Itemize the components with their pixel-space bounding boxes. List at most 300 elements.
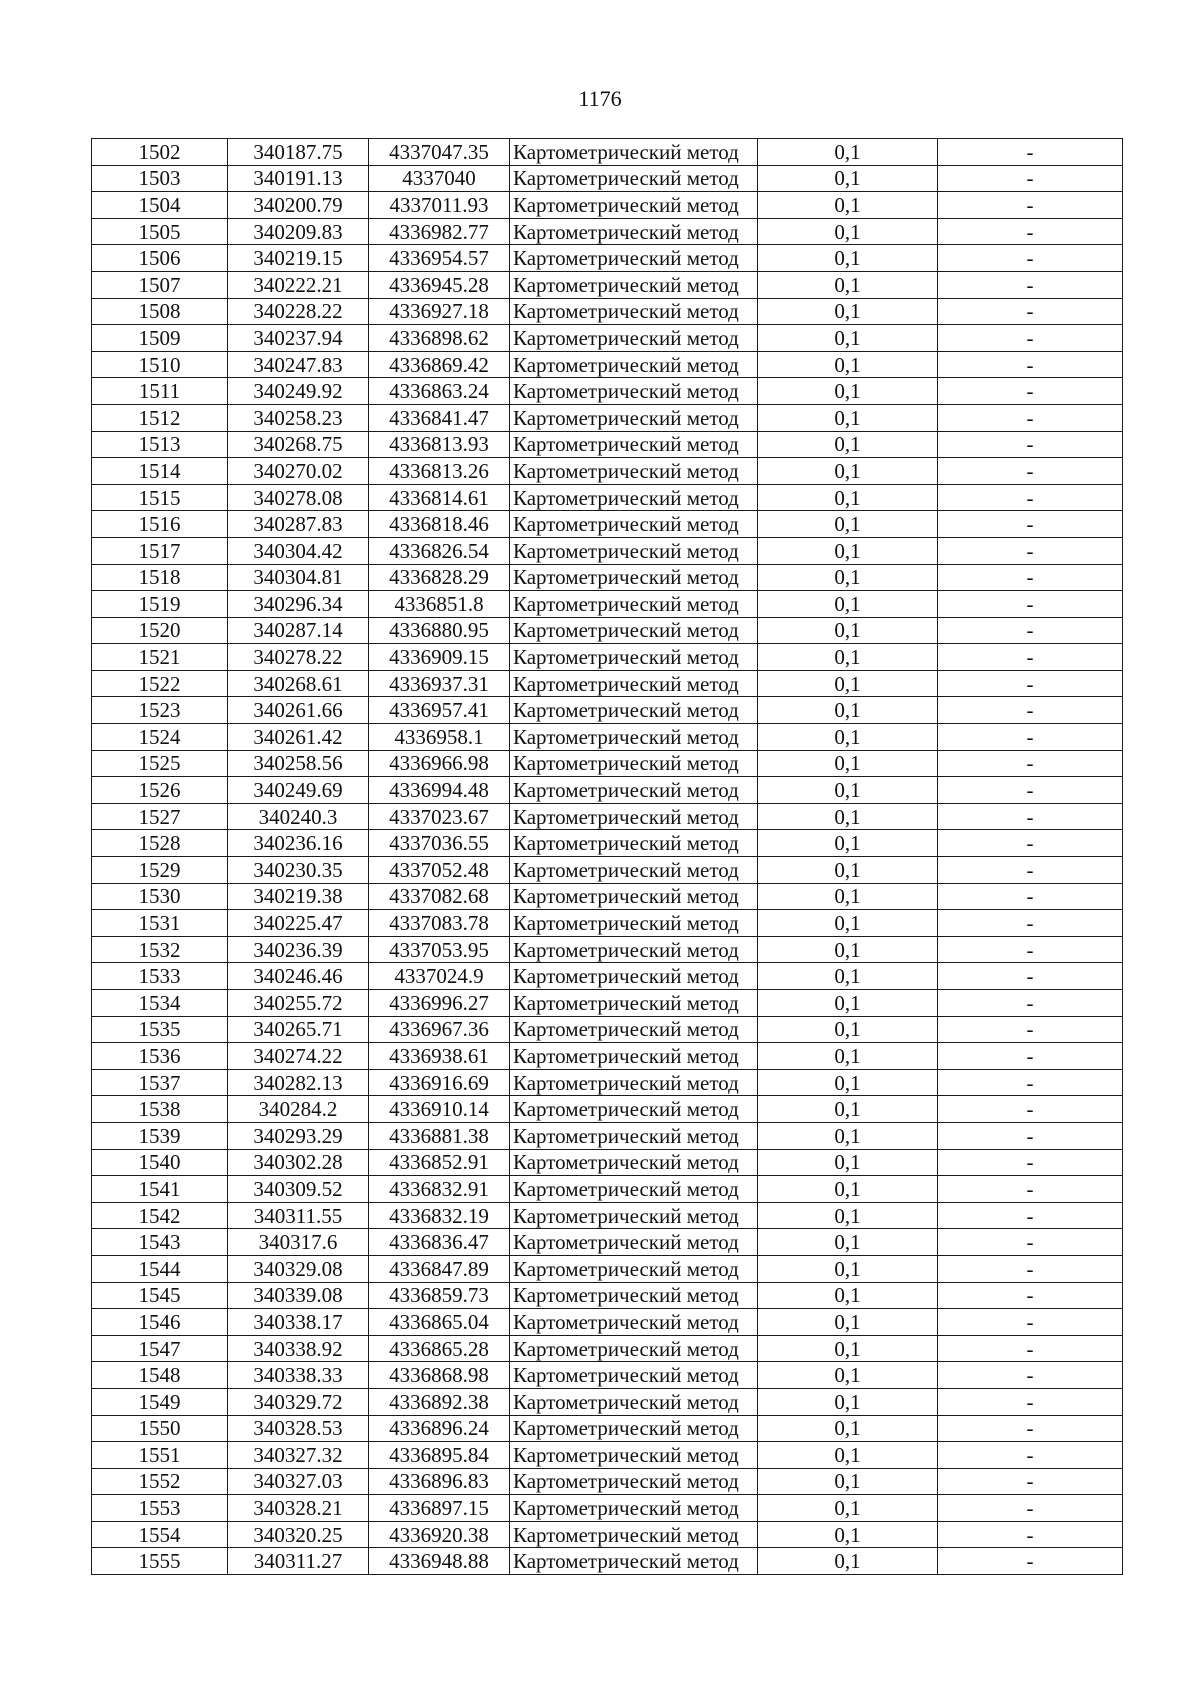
description-cell: - xyxy=(938,484,1123,511)
description-cell: - xyxy=(938,1096,1123,1123)
point-number-cell: 1536 xyxy=(92,1043,228,1070)
table-row xyxy=(92,1442,1123,1469)
method-cell: Картометрический метод xyxy=(510,1388,758,1415)
description-cell: - xyxy=(938,1043,1123,1070)
x-coordinate-cell: 340311.27 xyxy=(228,1548,369,1575)
point-number-cell: 1512 xyxy=(92,404,228,431)
table-row xyxy=(92,1521,1123,1548)
method-cell: Картометрический метод xyxy=(510,271,758,298)
method-cell: Картометрический метод xyxy=(510,1362,758,1389)
method-cell: Картометрический метод xyxy=(510,351,758,378)
y-coordinate-cell: 4336892.38 xyxy=(369,1388,510,1415)
description-cell: - xyxy=(938,325,1123,352)
y-coordinate-cell: 4337052.48 xyxy=(369,857,510,884)
x-coordinate-cell: 340230.35 xyxy=(228,857,369,884)
point-number-cell: 1545 xyxy=(92,1282,228,1309)
x-coordinate-cell: 340236.39 xyxy=(228,936,369,963)
accuracy-cell: 0,1 xyxy=(758,936,938,963)
method-cell: Картометрический метод xyxy=(510,1415,758,1442)
description-cell: - xyxy=(938,1335,1123,1362)
point-number-cell: 1543 xyxy=(92,1229,228,1256)
table-row xyxy=(92,378,1123,405)
accuracy-cell: 0,1 xyxy=(758,165,938,192)
y-coordinate-cell: 4336938.61 xyxy=(369,1043,510,1070)
x-coordinate-cell: 340249.69 xyxy=(228,777,369,804)
description-cell: - xyxy=(938,351,1123,378)
x-coordinate-cell: 340222.21 xyxy=(228,271,369,298)
point-number-cell: 1529 xyxy=(92,857,228,884)
accuracy-cell: 0,1 xyxy=(758,1415,938,1442)
x-coordinate-cell: 340293.29 xyxy=(228,1122,369,1149)
description-cell: - xyxy=(938,1202,1123,1229)
accuracy-cell: 0,1 xyxy=(758,511,938,538)
description-cell: - xyxy=(938,1282,1123,1309)
y-coordinate-cell: 4336916.69 xyxy=(369,1069,510,1096)
description-cell: - xyxy=(938,511,1123,538)
description-cell: - xyxy=(938,271,1123,298)
x-coordinate-cell: 340268.61 xyxy=(228,670,369,697)
accuracy-cell: 0,1 xyxy=(758,1335,938,1362)
y-coordinate-cell: 4336814.61 xyxy=(369,484,510,511)
accuracy-cell: 0,1 xyxy=(758,1096,938,1123)
method-cell: Картометрический метод xyxy=(510,431,758,458)
description-cell: - xyxy=(938,1255,1123,1282)
x-coordinate-cell: 340304.42 xyxy=(228,537,369,564)
method-cell: Картометрический метод xyxy=(510,591,758,618)
table-row xyxy=(92,830,1123,857)
point-number-cell: 1530 xyxy=(92,883,228,910)
accuracy-cell: 0,1 xyxy=(758,1016,938,1043)
accuracy-cell: 0,1 xyxy=(758,378,938,405)
table-row xyxy=(92,936,1123,963)
x-coordinate-cell: 340261.42 xyxy=(228,724,369,751)
table-row xyxy=(92,803,1123,830)
point-number-cell: 1521 xyxy=(92,644,228,671)
table-row xyxy=(92,1468,1123,1495)
x-coordinate-cell: 340278.22 xyxy=(228,644,369,671)
table-row xyxy=(92,1202,1123,1229)
y-coordinate-cell: 4336996.27 xyxy=(369,990,510,1017)
point-number-cell: 1553 xyxy=(92,1495,228,1522)
method-cell: Картометрический метод xyxy=(510,1309,758,1336)
description-cell: - xyxy=(938,1149,1123,1176)
point-number-cell: 1544 xyxy=(92,1255,228,1282)
description-cell: - xyxy=(938,883,1123,910)
point-number-cell: 1554 xyxy=(92,1521,228,1548)
method-cell: Картометрический метод xyxy=(510,617,758,644)
x-coordinate-cell: 340296.34 xyxy=(228,591,369,618)
point-number-cell: 1508 xyxy=(92,298,228,325)
table-row xyxy=(92,1122,1123,1149)
description-cell: - xyxy=(938,1069,1123,1096)
point-number-cell: 1541 xyxy=(92,1176,228,1203)
x-coordinate-cell: 340225.47 xyxy=(228,910,369,937)
point-number-cell: 1515 xyxy=(92,484,228,511)
table-row xyxy=(92,564,1123,591)
point-number-cell: 1516 xyxy=(92,511,228,538)
method-cell: Картометрический метод xyxy=(510,990,758,1017)
x-coordinate-cell: 340287.83 xyxy=(228,511,369,538)
description-cell: - xyxy=(938,165,1123,192)
table-row xyxy=(92,1362,1123,1389)
y-coordinate-cell: 4336967.36 xyxy=(369,1016,510,1043)
table-row xyxy=(92,1548,1123,1575)
description-cell: - xyxy=(938,777,1123,804)
point-number-cell: 1551 xyxy=(92,1442,228,1469)
accuracy-cell: 0,1 xyxy=(758,1043,938,1070)
table-row xyxy=(92,591,1123,618)
table-row xyxy=(92,271,1123,298)
y-coordinate-cell: 4337083.78 xyxy=(369,910,510,937)
table-row xyxy=(92,963,1123,990)
accuracy-cell: 0,1 xyxy=(758,990,938,1017)
y-coordinate-cell: 4337040 xyxy=(369,165,510,192)
point-number-cell: 1520 xyxy=(92,617,228,644)
x-coordinate-cell: 340327.03 xyxy=(228,1468,369,1495)
table-row xyxy=(92,1495,1123,1522)
point-number-cell: 1528 xyxy=(92,830,228,857)
point-number-cell: 1522 xyxy=(92,670,228,697)
method-cell: Картометрический метод xyxy=(510,1016,758,1043)
point-number-cell: 1524 xyxy=(92,724,228,751)
table-row xyxy=(92,1016,1123,1043)
method-cell: Картометрический метод xyxy=(510,777,758,804)
method-cell: Картометрический метод xyxy=(510,1282,758,1309)
table-row xyxy=(92,1282,1123,1309)
y-coordinate-cell: 4336813.26 xyxy=(369,458,510,485)
y-coordinate-cell: 4337023.67 xyxy=(369,803,510,830)
y-coordinate-cell: 4336994.48 xyxy=(369,777,510,804)
description-cell: - xyxy=(938,298,1123,325)
y-coordinate-cell: 4336881.38 xyxy=(369,1122,510,1149)
table-row xyxy=(92,404,1123,431)
y-coordinate-cell: 4336957.41 xyxy=(369,697,510,724)
point-number-cell: 1526 xyxy=(92,777,228,804)
point-number-cell: 1540 xyxy=(92,1149,228,1176)
accuracy-cell: 0,1 xyxy=(758,1495,938,1522)
x-coordinate-cell: 340255.72 xyxy=(228,990,369,1017)
x-coordinate-cell: 340265.71 xyxy=(228,1016,369,1043)
description-cell: - xyxy=(938,1415,1123,1442)
y-coordinate-cell: 4336841.47 xyxy=(369,404,510,431)
y-coordinate-cell: 4336945.28 xyxy=(369,271,510,298)
method-cell: Картометрический метод xyxy=(510,697,758,724)
x-coordinate-cell: 340270.02 xyxy=(228,458,369,485)
description-cell: - xyxy=(938,1521,1123,1548)
point-number-cell: 1519 xyxy=(92,591,228,618)
y-coordinate-cell: 4336982.77 xyxy=(369,218,510,245)
method-cell: Картометрический метод xyxy=(510,1335,758,1362)
point-number-cell: 1533 xyxy=(92,963,228,990)
method-cell: Картометрический метод xyxy=(510,1096,758,1123)
accuracy-cell: 0,1 xyxy=(758,139,938,166)
accuracy-cell: 0,1 xyxy=(758,484,938,511)
accuracy-cell: 0,1 xyxy=(758,1388,938,1415)
description-cell: - xyxy=(938,192,1123,219)
method-cell: Картометрический метод xyxy=(510,1149,758,1176)
y-coordinate-cell: 4336896.24 xyxy=(369,1415,510,1442)
x-coordinate-cell: 340309.52 xyxy=(228,1176,369,1203)
description-cell: - xyxy=(938,670,1123,697)
accuracy-cell: 0,1 xyxy=(758,1548,938,1575)
description-cell: - xyxy=(938,803,1123,830)
x-coordinate-cell: 340287.14 xyxy=(228,617,369,644)
point-number-cell: 1531 xyxy=(92,910,228,937)
description-cell: - xyxy=(938,1176,1123,1203)
y-coordinate-cell: 4336937.31 xyxy=(369,670,510,697)
y-coordinate-cell: 4336909.15 xyxy=(369,644,510,671)
point-number-cell: 1534 xyxy=(92,990,228,1017)
accuracy-cell: 0,1 xyxy=(758,1229,938,1256)
point-number-cell: 1550 xyxy=(92,1415,228,1442)
y-coordinate-cell: 4336832.91 xyxy=(369,1176,510,1203)
method-cell: Картометрический метод xyxy=(510,165,758,192)
x-coordinate-cell: 340329.72 xyxy=(228,1388,369,1415)
table-row xyxy=(92,1096,1123,1123)
table-row xyxy=(92,1388,1123,1415)
table-row xyxy=(92,431,1123,458)
point-number-cell: 1505 xyxy=(92,218,228,245)
point-number-cell: 1507 xyxy=(92,271,228,298)
description-cell: - xyxy=(938,910,1123,937)
point-number-cell: 1537 xyxy=(92,1069,228,1096)
accuracy-cell: 0,1 xyxy=(758,404,938,431)
accuracy-cell: 0,1 xyxy=(758,1255,938,1282)
method-cell: Картометрический метод xyxy=(510,325,758,352)
point-number-cell: 1547 xyxy=(92,1335,228,1362)
method-cell: Картометрический метод xyxy=(510,963,758,990)
method-cell: Картометрический метод xyxy=(510,1202,758,1229)
table-row xyxy=(92,298,1123,325)
description-cell: - xyxy=(938,963,1123,990)
x-coordinate-cell: 340320.25 xyxy=(228,1521,369,1548)
point-number-cell: 1555 xyxy=(92,1548,228,1575)
description-cell: - xyxy=(938,537,1123,564)
table-row xyxy=(92,1309,1123,1336)
x-coordinate-cell: 340249.92 xyxy=(228,378,369,405)
point-number-cell: 1539 xyxy=(92,1122,228,1149)
point-number-cell: 1513 xyxy=(92,431,228,458)
table-row xyxy=(92,192,1123,219)
x-coordinate-cell: 340282.13 xyxy=(228,1069,369,1096)
accuracy-cell: 0,1 xyxy=(758,218,938,245)
y-coordinate-cell: 4336895.84 xyxy=(369,1442,510,1469)
point-number-cell: 1511 xyxy=(92,378,228,405)
point-number-cell: 1518 xyxy=(92,564,228,591)
y-coordinate-cell: 4336818.46 xyxy=(369,511,510,538)
x-coordinate-cell: 340258.56 xyxy=(228,750,369,777)
table-row xyxy=(92,777,1123,804)
table-row xyxy=(92,165,1123,192)
y-coordinate-cell: 4336852.91 xyxy=(369,1149,510,1176)
y-coordinate-cell: 4337011.93 xyxy=(369,192,510,219)
accuracy-cell: 0,1 xyxy=(758,431,938,458)
table-row xyxy=(92,883,1123,910)
accuracy-cell: 0,1 xyxy=(758,857,938,884)
y-coordinate-cell: 4336927.18 xyxy=(369,298,510,325)
x-coordinate-cell: 340317.6 xyxy=(228,1229,369,1256)
accuracy-cell: 0,1 xyxy=(758,1176,938,1203)
point-number-cell: 1510 xyxy=(92,351,228,378)
description-cell: - xyxy=(938,1548,1123,1575)
description-cell: - xyxy=(938,218,1123,245)
description-cell: - xyxy=(938,697,1123,724)
method-cell: Картометрический метод xyxy=(510,724,758,751)
x-coordinate-cell: 340284.2 xyxy=(228,1096,369,1123)
point-number-cell: 1514 xyxy=(92,458,228,485)
method-cell: Картометрический метод xyxy=(510,245,758,272)
x-coordinate-cell: 340187.75 xyxy=(228,139,369,166)
method-cell: Картометрический метод xyxy=(510,910,758,937)
y-coordinate-cell: 4336958.1 xyxy=(369,724,510,751)
accuracy-cell: 0,1 xyxy=(758,192,938,219)
table-row xyxy=(92,351,1123,378)
point-number-cell: 1504 xyxy=(92,192,228,219)
y-coordinate-cell: 4336948.88 xyxy=(369,1548,510,1575)
x-coordinate-cell: 340261.66 xyxy=(228,697,369,724)
method-cell: Картометрический метод xyxy=(510,1468,758,1495)
accuracy-cell: 0,1 xyxy=(758,1069,938,1096)
description-cell: - xyxy=(938,378,1123,405)
y-coordinate-cell: 4336966.98 xyxy=(369,750,510,777)
method-cell: Картометрический метод xyxy=(510,1229,758,1256)
description-cell: - xyxy=(938,617,1123,644)
point-number-cell: 1525 xyxy=(92,750,228,777)
x-coordinate-cell: 340236.16 xyxy=(228,830,369,857)
point-number-cell: 1517 xyxy=(92,537,228,564)
y-coordinate-cell: 4336868.98 xyxy=(369,1362,510,1389)
y-coordinate-cell: 4336880.95 xyxy=(369,617,510,644)
method-cell: Картометрический метод xyxy=(510,378,758,405)
point-number-cell: 1503 xyxy=(92,165,228,192)
accuracy-cell: 0,1 xyxy=(758,670,938,697)
method-cell: Картометрический метод xyxy=(510,830,758,857)
x-coordinate-cell: 340327.32 xyxy=(228,1442,369,1469)
table-row xyxy=(92,1229,1123,1256)
table-row xyxy=(92,1176,1123,1203)
table-row xyxy=(92,511,1123,538)
y-coordinate-cell: 4336832.19 xyxy=(369,1202,510,1229)
point-number-cell: 1549 xyxy=(92,1388,228,1415)
point-number-cell: 1546 xyxy=(92,1309,228,1336)
accuracy-cell: 0,1 xyxy=(758,1468,938,1495)
method-cell: Картометрический метод xyxy=(510,1255,758,1282)
point-number-cell: 1509 xyxy=(92,325,228,352)
table-row xyxy=(92,1043,1123,1070)
table-row xyxy=(92,484,1123,511)
table-row xyxy=(92,990,1123,1017)
x-coordinate-cell: 340338.17 xyxy=(228,1309,369,1336)
page-number: 1176 xyxy=(578,86,622,111)
table-row xyxy=(92,537,1123,564)
x-coordinate-cell: 340209.83 xyxy=(228,218,369,245)
description-cell: - xyxy=(938,564,1123,591)
description-cell: - xyxy=(938,431,1123,458)
x-coordinate-cell: 340219.15 xyxy=(228,245,369,272)
table-row xyxy=(92,857,1123,884)
accuracy-cell: 0,1 xyxy=(758,245,938,272)
x-coordinate-cell: 340191.13 xyxy=(228,165,369,192)
table-row xyxy=(92,458,1123,485)
method-cell: Картометрический метод xyxy=(510,670,758,697)
point-number-cell: 1527 xyxy=(92,803,228,830)
y-coordinate-cell: 4336920.38 xyxy=(369,1521,510,1548)
method-cell: Картометрический метод xyxy=(510,1548,758,1575)
coordinates-table-body xyxy=(92,139,1123,1575)
description-cell: - xyxy=(938,1122,1123,1149)
method-cell: Картометрический метод xyxy=(510,564,758,591)
accuracy-cell: 0,1 xyxy=(758,1122,938,1149)
description-cell: - xyxy=(938,1229,1123,1256)
point-number-cell: 1542 xyxy=(92,1202,228,1229)
accuracy-cell: 0,1 xyxy=(758,644,938,671)
point-number-cell: 1535 xyxy=(92,1016,228,1043)
accuracy-cell: 0,1 xyxy=(758,777,938,804)
y-coordinate-cell: 4336910.14 xyxy=(369,1096,510,1123)
table-row xyxy=(92,139,1123,166)
description-cell: - xyxy=(938,1468,1123,1495)
method-cell: Картометрический метод xyxy=(510,750,758,777)
description-cell: - xyxy=(938,591,1123,618)
table-row xyxy=(92,910,1123,937)
accuracy-cell: 0,1 xyxy=(758,458,938,485)
accuracy-cell: 0,1 xyxy=(758,963,938,990)
description-cell: - xyxy=(938,1362,1123,1389)
accuracy-cell: 0,1 xyxy=(758,1309,938,1336)
table-row xyxy=(92,670,1123,697)
table-row xyxy=(92,1255,1123,1282)
x-coordinate-cell: 340247.83 xyxy=(228,351,369,378)
accuracy-cell: 0,1 xyxy=(758,1282,938,1309)
x-coordinate-cell: 340302.28 xyxy=(228,1149,369,1176)
description-cell: - xyxy=(938,724,1123,751)
method-cell: Картометрический метод xyxy=(510,883,758,910)
accuracy-cell: 0,1 xyxy=(758,1442,938,1469)
table-row xyxy=(92,724,1123,751)
x-coordinate-cell: 340304.81 xyxy=(228,564,369,591)
description-cell: - xyxy=(938,644,1123,671)
x-coordinate-cell: 340268.75 xyxy=(228,431,369,458)
y-coordinate-cell: 4337036.55 xyxy=(369,830,510,857)
point-number-cell: 1548 xyxy=(92,1362,228,1389)
accuracy-cell: 0,1 xyxy=(758,883,938,910)
description-cell: - xyxy=(938,857,1123,884)
method-cell: Картометрический метод xyxy=(510,1521,758,1548)
table-row xyxy=(92,1415,1123,1442)
x-coordinate-cell: 340278.08 xyxy=(228,484,369,511)
method-cell: Картометрический метод xyxy=(510,1442,758,1469)
y-coordinate-cell: 4336869.42 xyxy=(369,351,510,378)
accuracy-cell: 0,1 xyxy=(758,830,938,857)
description-cell: - xyxy=(938,1016,1123,1043)
description-cell: - xyxy=(938,830,1123,857)
table-row xyxy=(92,325,1123,352)
accuracy-cell: 0,1 xyxy=(758,298,938,325)
description-cell: - xyxy=(938,990,1123,1017)
accuracy-cell: 0,1 xyxy=(758,271,938,298)
method-cell: Картометрический метод xyxy=(510,404,758,431)
method-cell: Картометрический метод xyxy=(510,484,758,511)
accuracy-cell: 0,1 xyxy=(758,1362,938,1389)
accuracy-cell: 0,1 xyxy=(758,1149,938,1176)
y-coordinate-cell: 4336836.47 xyxy=(369,1229,510,1256)
method-cell: Картометрический метод xyxy=(510,511,758,538)
method-cell: Картометрический метод xyxy=(510,803,758,830)
point-number-cell: 1552 xyxy=(92,1468,228,1495)
method-cell: Картометрический метод xyxy=(510,1122,758,1149)
y-coordinate-cell: 4336898.62 xyxy=(369,325,510,352)
y-coordinate-cell: 4336954.57 xyxy=(369,245,510,272)
